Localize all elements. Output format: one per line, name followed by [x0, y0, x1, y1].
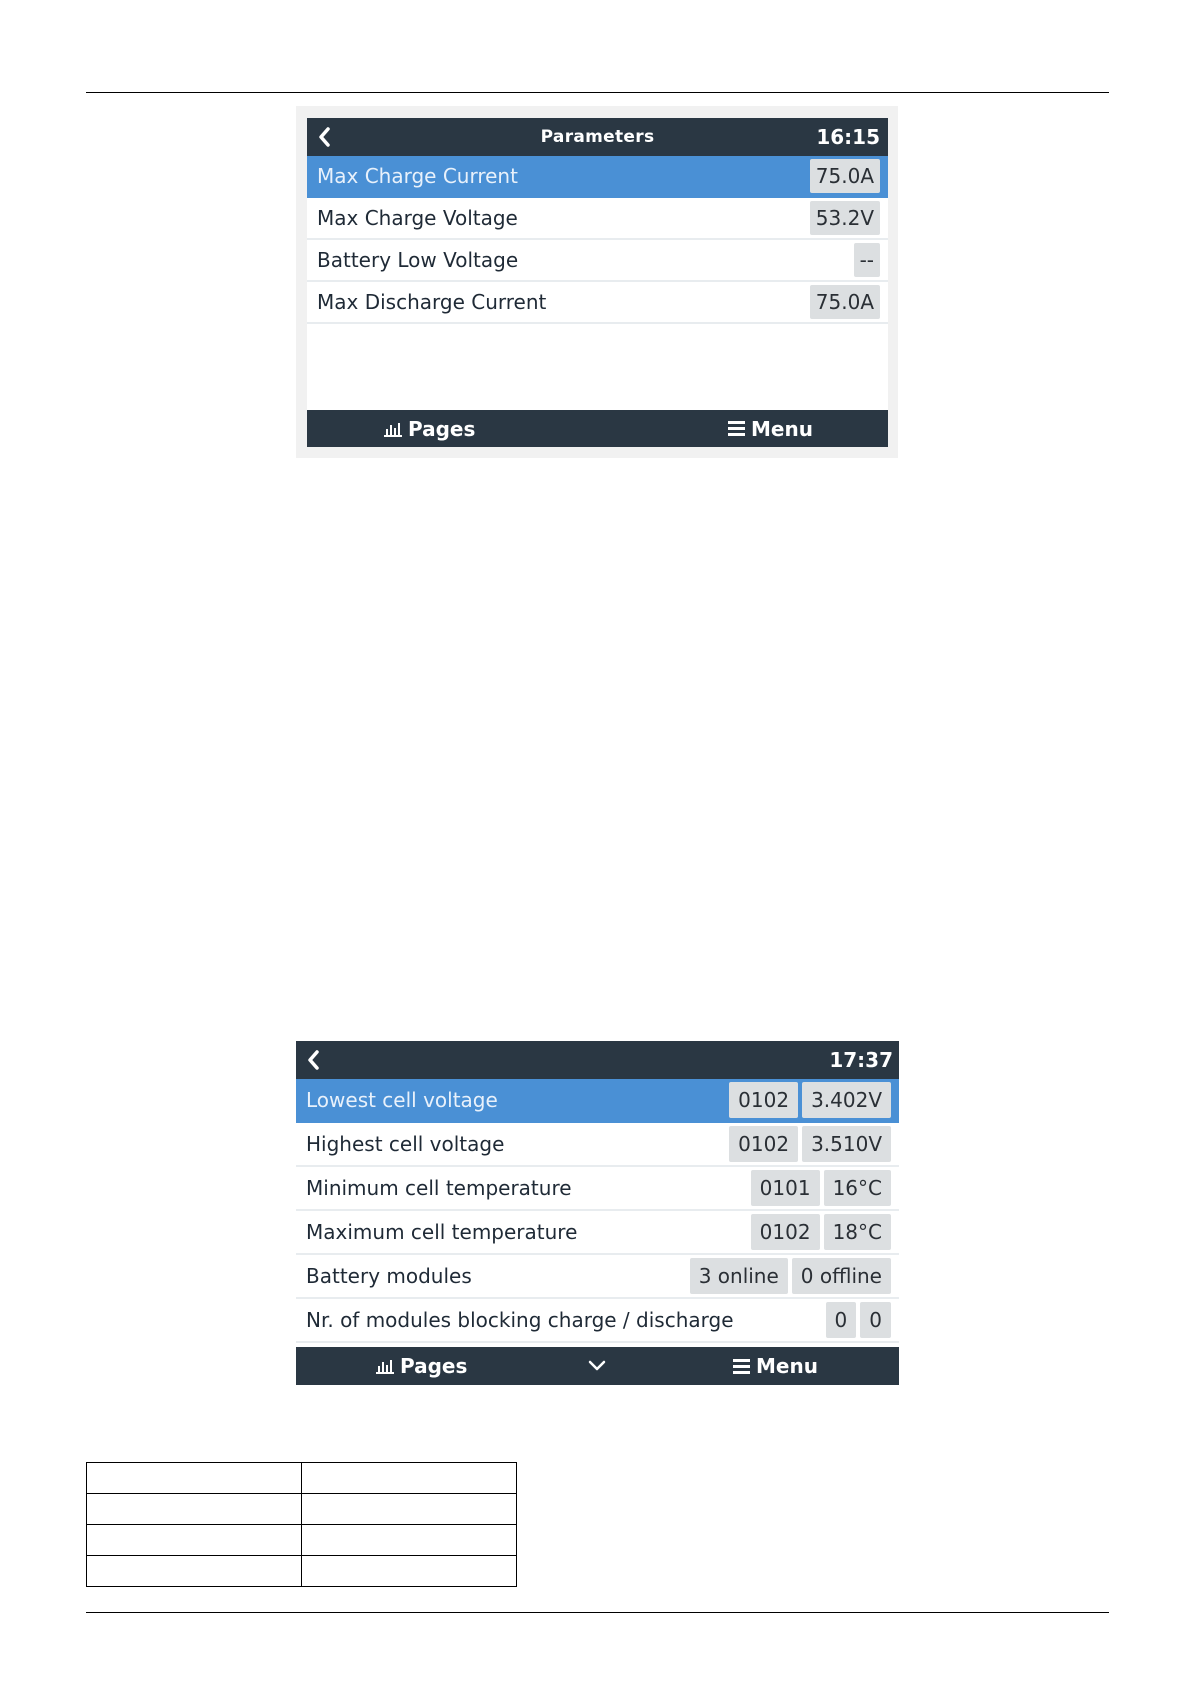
parameters-screen [307, 118, 888, 447]
bottom-bar [296, 1347, 899, 1385]
bar-chart-icon [376, 1358, 394, 1374]
cell-id-box: 0102 [729, 1082, 798, 1118]
row-label: Battery modules [306, 1264, 472, 1288]
param-row-battery-low-voltage[interactable] [307, 240, 888, 282]
table-cell [302, 1525, 517, 1556]
value-box: 3.402V [802, 1082, 891, 1118]
row-label: Max Discharge Current [317, 290, 547, 314]
empty-table [86, 1462, 517, 1587]
cell-row-min-temperature[interactable] [296, 1167, 899, 1211]
modules-offline-box: 0 offline [792, 1258, 891, 1294]
clock: 16:15 [816, 125, 880, 149]
blocking-charge-box: 0 [826, 1302, 857, 1338]
page-footer-rule [86, 1612, 1109, 1613]
clock: 17:37 [829, 1048, 893, 1072]
value-box: 16°C [824, 1170, 891, 1206]
table-cell [302, 1556, 517, 1587]
cell-row-lowest-voltage[interactable] [296, 1079, 899, 1123]
cell-id-box: 0102 [751, 1214, 820, 1250]
chevron-down-icon [588, 1360, 606, 1372]
row-label: Highest cell voltage [306, 1132, 505, 1156]
row-label: Lowest cell voltage [306, 1088, 498, 1112]
menu-button[interactable] [733, 1347, 818, 1385]
value-box: 75.0A [810, 285, 880, 319]
menu-label: Menu [751, 416, 813, 441]
hamburger-icon [728, 421, 745, 436]
table-cell [87, 1463, 302, 1494]
bar-chart-icon [384, 421, 402, 437]
param-row-max-discharge-current[interactable] [307, 282, 888, 324]
value-box: -- [854, 243, 880, 277]
battery-modules-row[interactable] [296, 1255, 899, 1299]
cell-id-box: 0102 [729, 1126, 798, 1162]
page-title: Parameters [540, 127, 655, 147]
row-label: Max Charge Current [317, 164, 518, 188]
scroll-down-button[interactable] [588, 1347, 612, 1385]
table-cell [87, 1556, 302, 1587]
menu-label: Menu [756, 1354, 818, 1378]
table-row [87, 1525, 517, 1556]
value-box: 75.0A [810, 159, 880, 193]
table-cell [302, 1463, 517, 1494]
page-header-rule [86, 92, 1109, 93]
cell-row-max-temperature[interactable] [296, 1211, 899, 1255]
value-box: 53.2V [810, 201, 880, 235]
pages-label: Pages [400, 1354, 468, 1378]
pages-button[interactable] [376, 1347, 467, 1385]
pages-button[interactable] [384, 410, 475, 447]
table-cell [87, 1494, 302, 1525]
top-bar [307, 118, 888, 156]
page-title [296, 1041, 899, 1079]
table-cell [87, 1525, 302, 1556]
pages-label: Pages [408, 416, 476, 441]
value-box: 3.510V [802, 1126, 891, 1162]
blocking-discharge-box: 0 [860, 1302, 891, 1338]
hamburger-icon [733, 1359, 750, 1374]
cell-row-highest-voltage[interactable] [296, 1123, 899, 1167]
row-label: Max Charge Voltage [317, 206, 518, 230]
cell-info-screen [296, 1041, 899, 1385]
row-label: Battery Low Voltage [317, 248, 519, 272]
table-cell [302, 1494, 517, 1525]
table-row [87, 1494, 517, 1525]
param-row-max-charge-current[interactable] [307, 156, 888, 198]
modules-blocking-row[interactable] [296, 1299, 899, 1343]
top-bar [296, 1041, 899, 1079]
row-label: Maximum cell temperature [306, 1220, 578, 1244]
table-row [87, 1556, 517, 1587]
cell-id-box: 0101 [751, 1170, 820, 1206]
modules-online-box: 3 online [690, 1258, 788, 1294]
menu-button[interactable] [728, 410, 813, 447]
row-label: Nr. of modules blocking charge / discharge [306, 1308, 734, 1332]
value-box: 18°C [824, 1214, 891, 1250]
bottom-bar [307, 410, 888, 447]
param-row-max-charge-voltage[interactable] [307, 198, 888, 240]
row-label: Minimum cell temperature [306, 1176, 572, 1200]
table-row [87, 1463, 517, 1494]
